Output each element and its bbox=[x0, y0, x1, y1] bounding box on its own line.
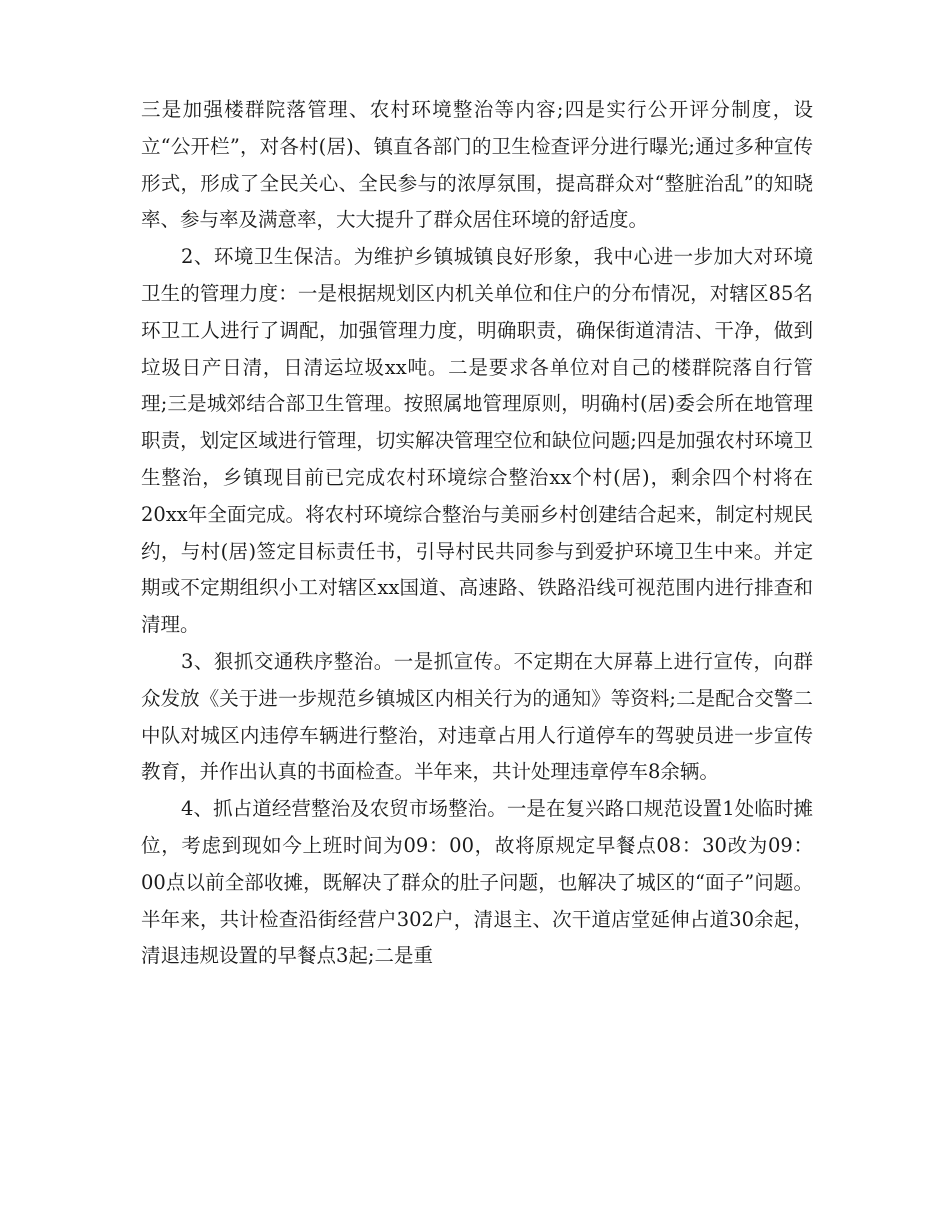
paragraph-1: 三是加强楼群院落管理、农村环境整治等内容;四是实行公开评分制度，设立“公开栏”，对各村(居)、镇直各部门的卫生检查评分进行曝光;通过多种宣传形式，形成了全民关心、全民参与的浓厚氛围，提高群众对“整脏治乱”的知晓率、参与率及满意率，大大提升了群众居住环境的舒适度。 bbox=[141, 98, 813, 232]
document-body bbox=[141, 92, 813, 975]
paragraph-3: 3、狠抓交通秩序整治。一是抓宣传。不定期在大屏幕上进行宣传，向群众发放《关于进一步规范乡镇城区内相关行为的通知》等资料;二是配合交警二中队对城区内违停车辆进行整治，对违章占用人行道停车的驾驶员进一步宣传教育，并作出认真的书面检查。半年来，共计处理违章停车8余辆。 bbox=[141, 649, 813, 784]
paragraph-2: 2、环境卫生保洁。为维护乡镇城镇良好形象，我中心进一步加大对环境卫生的管理力度：一是根据规划区内机关单位和住户的分布情况，对辖区85名环卫工人进行了调配，加强管理力度，明确职责，确保街道清洁、干净，做到垃圾日产日清，日清运垃圾xx吨。二是要求各单位对自己的楼群院落自行管理;三是城郊结合部卫生管理。按照属地管理原则，明确村(居)委会所在地管理职责，划定区域进行管理，切实解决管理空位和缺位问题;四是加强农村环境卫生整治，乡镇现目前已完成农村环境综合整治xx个村(居)，剩余四个村将在20xx年全面完成。将农村环境综合整治与美丽乡村创建结合起来，制定村规民约，与村(居)签定目标责任书，引导村民共同参与到爱护环境卫生中来。并定期或不定期组织小工对辖区xx国道、高速路、铁路沿线可视范围内进行排查和清理。 bbox=[141, 245, 813, 637]
paragraph-4: 4、抓占道经营整治及农贸市场整治。一是在复兴路口规范设置1处临时摊位，考虑到现如今上班时间为09：00，故将原规定早餐点08：30改为09：00点以前全部收摊，既解决了群众的肚子问题，也解决了城区的“面子”问题。半年来，共计检查沿街经营户302户，清退主、次干道店堂延伸占道30余起，清退违规设置的早餐点3起;二是重 bbox=[141, 797, 813, 968]
